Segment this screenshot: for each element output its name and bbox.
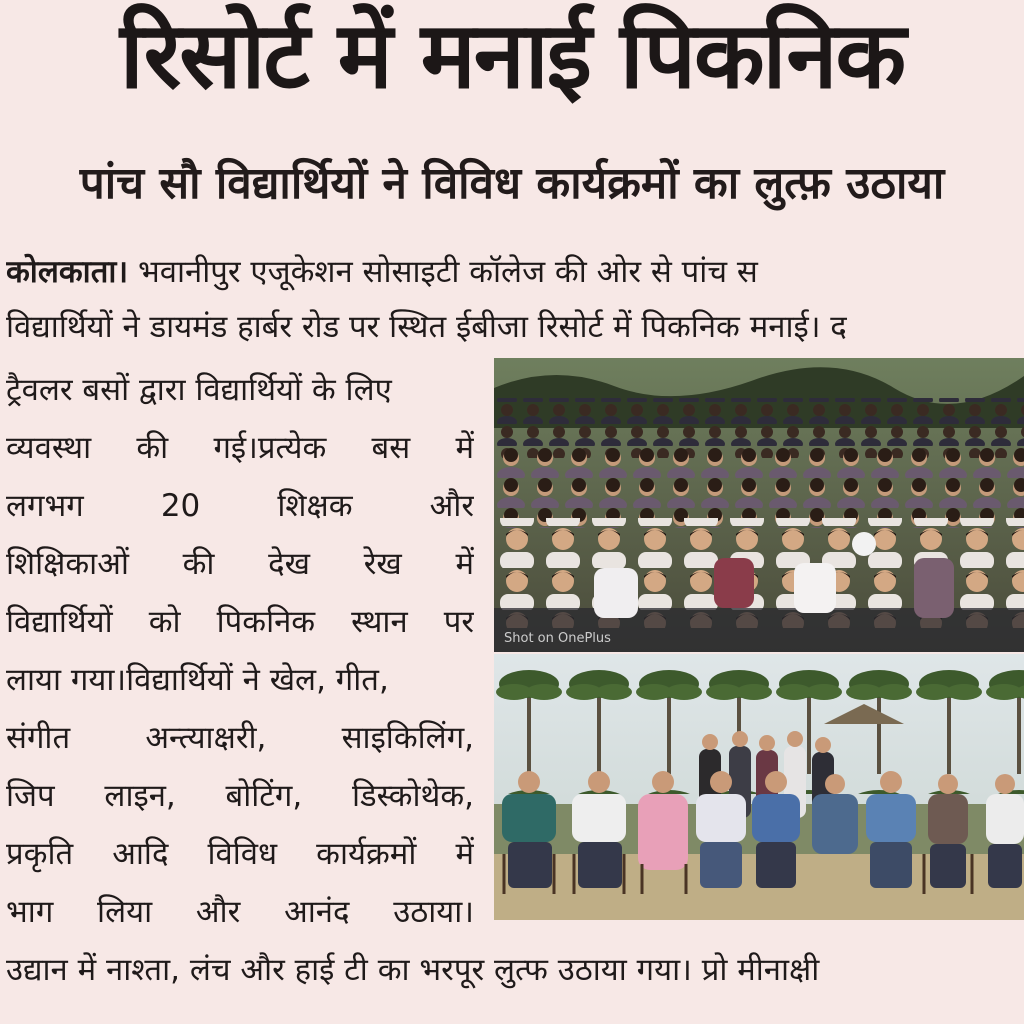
article-line-1-text: भवानीपुर एजूकेशन सोसाइटी कॉलेज की ओर से पांच स xyxy=(138,254,758,290)
article-line-2: विद्यार्थियों ने डायमंड हार्बर रोड पर स्थित ईबीजा रिसोर्ट में पिकनिक मनाई। द xyxy=(6,309,847,345)
article-line-8: लाया गया।विद्यार्थियों ने खेल, गीत, xyxy=(6,662,389,698)
article-line-11: प्रकृति आदि विविध कार्यक्रमों में xyxy=(6,836,474,872)
dateline: कोलकाता। xyxy=(6,254,129,290)
group-photo-faculty-image xyxy=(494,654,1024,920)
article-line-12: भाग लिया और आनंद उठाया। xyxy=(6,894,474,930)
article-line-3: ट्रैवलर बसों द्वारा विद्यार्थियों के लिए xyxy=(6,372,392,408)
subheadline: पांच सौ विद्यार्थियों ने विविध कार्यक्रमों का लुत्फ़ उठाया xyxy=(79,158,945,209)
group-photo-faculty xyxy=(494,654,1024,920)
article-line-7: विद्यार्थियों को पिकनिक स्थान पर xyxy=(6,604,474,640)
article-line-9: संगीत अन्त्याक्षरी, साइकिलिंग, xyxy=(6,720,474,756)
article-line-10: जिप लाइन, बोटिंग, डिस्कोथेक, xyxy=(6,778,474,814)
article-line-4: व्यवस्था की गई।प्रत्येक बस में xyxy=(6,430,474,466)
article-line-13: उद्यान में नाश्ता, लंच और हाई टी का भरपूर लुत्फ उठाया गया। प्रो मीनाक्षी xyxy=(6,952,820,988)
article-line-1 xyxy=(6,244,1022,300)
photo-watermark: Shot on OnePlus xyxy=(504,631,611,646)
headline: रिसोर्ट में मनाई पिकनिक xyxy=(119,2,905,109)
article-line-5: लगभग 20 शिक्षक और xyxy=(6,488,474,524)
article-line-6: शिक्षिकाओं की देख रेख में xyxy=(6,546,474,582)
group-photo-crowd xyxy=(494,358,1024,652)
group-photo-crowd-image xyxy=(494,358,1024,652)
